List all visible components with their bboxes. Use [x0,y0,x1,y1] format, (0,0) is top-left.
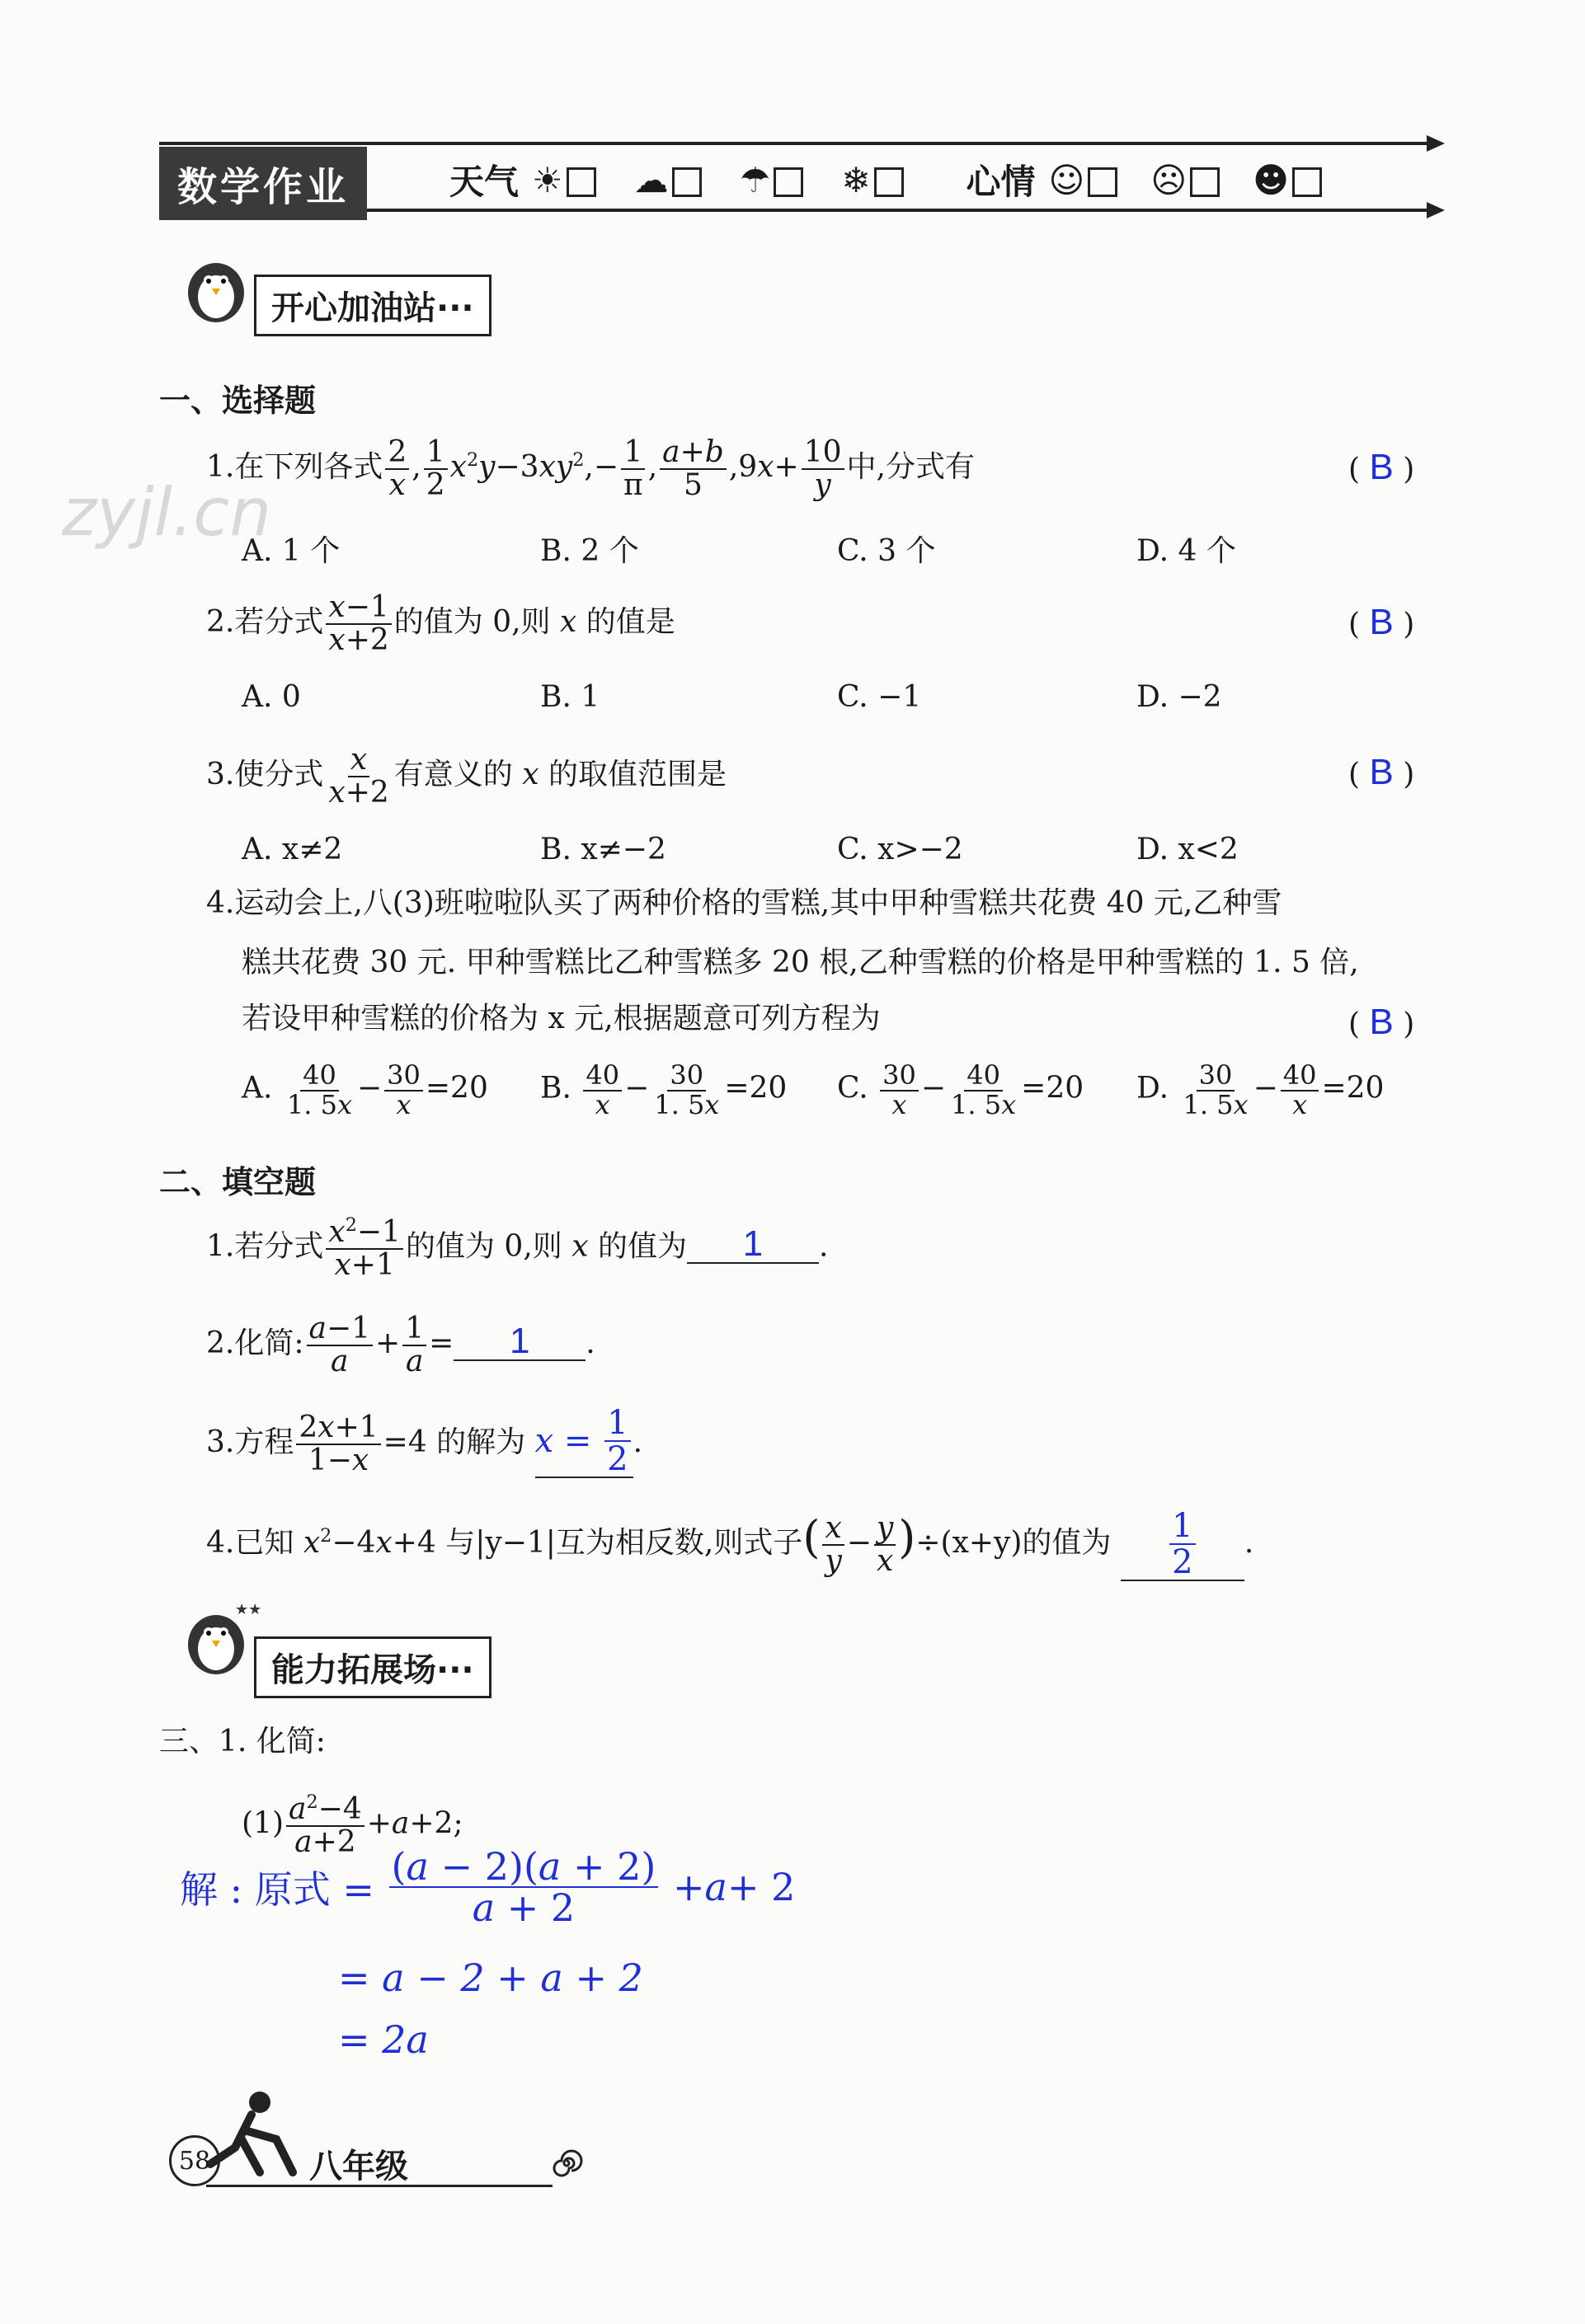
q1-option-b[interactable]: B. 2 个 [540,534,639,568]
smile-checkbox[interactable] [1292,167,1322,197]
header-top-arrow [1427,135,1445,152]
q2-option-a[interactable]: A. 0 [242,680,301,714]
question-4-line-1: 4.运动会上,八(3)班啦啦队买了两种价格的雪糕,其中甲种雪糕共花费 40 元,乙种雪 [206,886,1282,920]
q3-option-d[interactable]: D. x<2 [1136,833,1239,866]
happy-face-icon: ☺ [1049,160,1118,200]
snow-checkbox[interactable] [874,167,904,197]
solution-line-1: 解 : 原式 = $\frac{(a - 2)(a + 2)}{a + 2}$ + a + 2 [180,1844,796,1931]
cloud-icon: ☁ [634,160,702,200]
q2-answer: B [1369,602,1394,642]
q2-option-b[interactable]: B. 1 [540,680,600,714]
part3-title: 三、1. 化简: [159,1725,326,1758]
q4-option-d[interactable]: D. $\frac{30}{1. 5x}$ − $\frac{40}{x}$ =20 [1136,1059,1385,1120]
rain-icon: ☂ [740,160,804,200]
watermark: zyjl.cn [62,474,271,551]
penguin-star-mascot-icon [177,1599,262,1678]
q4-option-c[interactable]: C. $\frac{30}{x}$ − $\frac{40}{1. 5x}$ =20 [837,1059,1084,1120]
q4-answer: B [1369,1002,1394,1042]
sun-icon: ☀ [532,160,596,200]
fill-question-2: 2.化简: $\frac{a-1}{a}$ + $\frac{1}{a}$ = 1 . [206,1312,595,1378]
fill-3-answer[interactable]: x = $\frac{1}{2}$ [535,1406,633,1478]
q3-option-a[interactable]: A. x≠2 [242,833,343,866]
q3-answer-paren: ( B ) [1348,752,1415,792]
rain-checkbox[interactable] [774,167,803,197]
cloudy-checkbox[interactable] [672,167,702,197]
q2-answer-paren: ( B ) [1348,602,1415,642]
q1-option-a[interactable]: A. 1 个 [242,534,341,568]
page-number: 58 [178,2146,211,2176]
q4-answer-paren: ( B ) [1348,1002,1415,1042]
solution-line-2: = a − 2 + a + 2 [338,1955,643,2000]
q4-option-b[interactable]: B. $\frac{40}{x}$ − $\frac{30}{1. 5x}$ =20 [540,1059,788,1120]
grade-label: 八年级 [309,2148,408,2185]
fill-2-answer[interactable]: 1 [454,1323,586,1361]
question-2: 2.若分式 $\frac{x-1}{x+2}$ 的值为 0,则 x 的值是 [206,590,675,657]
svg-text:★★: ★★ [235,1601,262,1618]
part3-sub-1: (1) $\frac{a^2-4}{a+2}$ +a+2; [242,1791,463,1859]
q1-option-c[interactable]: C. 3 个 [837,534,936,568]
q1-answer-paren: ( B ) [1348,447,1415,487]
sunny-checkbox[interactable] [567,167,596,197]
solution-line-3: = 2a [338,2017,429,2062]
fill-1-answer[interactable]: 1 [687,1226,819,1264]
part2-title: 二、填空题 [159,1164,317,1200]
q1-option-d[interactable]: D. 4 个 [1136,534,1236,568]
spiral-icon [548,2145,585,2185]
weather-row [449,155,1322,204]
fill-4-answer[interactable]: $\frac{1}{2}$ [1121,1509,1244,1581]
section-title-happy: 开心加油站··· [254,275,491,336]
part1-title: 一、选择题 [159,383,317,419]
q2-option-c[interactable]: C. −1 [837,680,922,714]
question-3: 3.使分式 $\frac{x}{x+2}$ 有意义的 x 的取值范围是 [206,743,727,810]
q3-option-c[interactable]: C. x>−2 [837,833,963,866]
neutral-checkbox[interactable] [1190,167,1220,197]
question-1: 1.在下列各式 $\frac{2}{x}$ , $\frac{1}{2}$ $x^2y-3xy^2,-$ $\frac{1}{\pi}$ , $\frac{a+b}{5}$ ,9x+ $\frac{10}{y}$ 中,分式有 [206,435,975,502]
section-title-ability: 能力拓展场··· [254,1636,491,1698]
page-number-circle [169,2135,220,2186]
fill-question-4: 4.已知 $x^2-4x+4$ 与|y−1|互为相反数,则式子( $\frac{x}{y}$ − $\frac{y}{x}$ )÷(x+y)的值为 $\frac{1}{2}$ . [206,1507,1254,1581]
neutral-face-icon: ☹ [1150,160,1220,200]
penguin-mascot-icon [177,247,256,326]
q1-answer: B [1369,447,1394,487]
weather-label: 天气 [449,162,520,202]
snow-icon: ❄ [841,160,903,200]
happy-checkbox[interactable] [1088,167,1117,197]
q4-option-a[interactable]: A. $\frac{40}{1. 5x}$ − $\frac{30}{x}$ =20 [242,1059,488,1120]
header-bottom-arrow [1427,202,1445,218]
mood-label: 心情 [966,162,1036,202]
q3-answer: B [1369,752,1394,792]
question-4-line-3: 若设甲种雪糕的价格为 x 元,根据题意可列方程为 [242,1002,881,1035]
fill-question-3: 3.方程 $\frac{2x+1}{1-x}$ =4 的解为 x = $\frac{1}{2}$ . [206,1404,643,1478]
subject-badge: 数学作业 [159,147,367,220]
fill-question-1: 1.若分式 $\frac{x^2-1}{x+1}$ 的值为 0,则 x 的值为 1 . [206,1214,829,1282]
header-top-rule [159,142,1429,145]
q2-option-d[interactable]: D. −2 [1136,680,1222,714]
q3-option-b[interactable]: B. x≠−2 [540,833,666,866]
smile-face-icon: ☻ [1253,160,1322,200]
question-4-line-2: 糕共花费 30 元. 甲种雪糕比乙种雪糕多 20 根,乙种雪糕的价格是甲种雪糕的 1. 5 倍, [242,946,1359,979]
